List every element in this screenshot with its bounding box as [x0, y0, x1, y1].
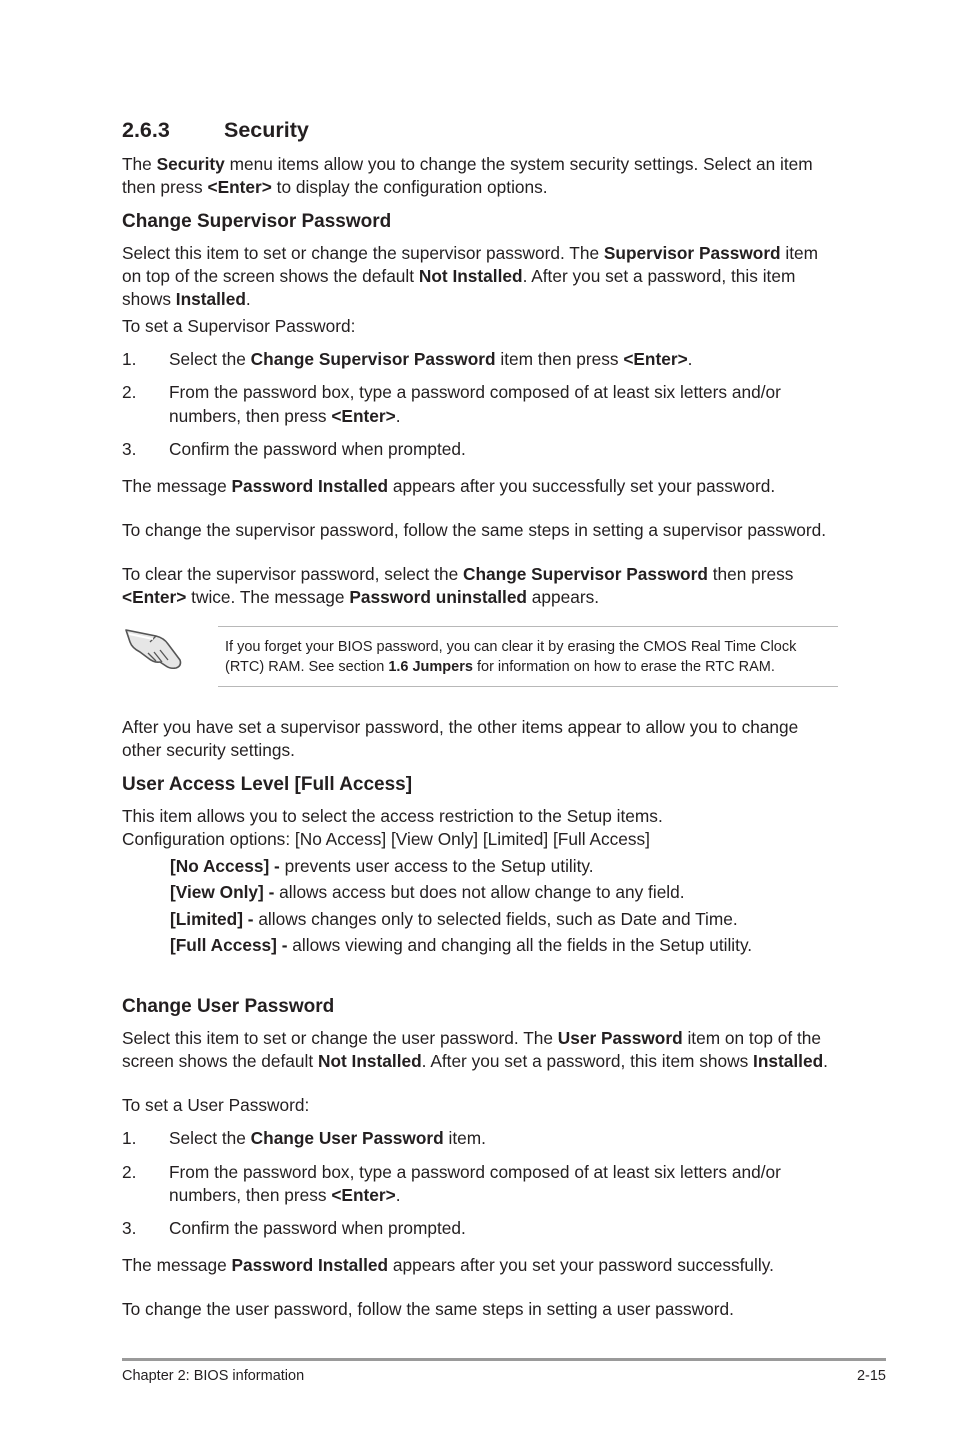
section-number: 2.6.3 — [122, 118, 170, 142]
pointing-hand-icon — [120, 622, 186, 672]
access-option-full-access: [Full Access] - allows viewing and changing all the fields in the Setup utility. — [170, 935, 753, 955]
intro-line-2: then press <Enter> to display the configuration options. — [122, 177, 548, 197]
supervisor-change: To change the supervisor password, follow the same steps in setting a supervisor password. — [122, 520, 827, 540]
user-message: The message Password Installed appears after you set your password successfully. — [122, 1255, 774, 1275]
supervisor-step-2-line-2: numbers, then press <Enter>. — [169, 406, 401, 426]
user-step-2-line-1: From the password box, type a password composed of at least six letters and/or — [169, 1162, 781, 1182]
after-line-2: other security settings. — [122, 740, 295, 760]
access-heading: User Access Level [Full Access] — [122, 774, 413, 795]
user-step-2-number: 2. — [122, 1162, 137, 1182]
supervisor-step-2-number: 2. — [122, 382, 137, 402]
user-desc-line-2: screen shows the default Not Installed. After you set a password, this item shows Installed. — [122, 1051, 828, 1071]
after-line-1: After you have set a supervisor password, the other items appear to allow you to change — [122, 717, 799, 737]
footer-rule — [122, 1358, 886, 1361]
supervisor-message: The message Password Installed appears after you successfully set your password. — [122, 476, 776, 496]
user-step-1: Select the Change User Password item. — [169, 1128, 486, 1148]
supervisor-desc-line-1: Select this item to set or change the supervisor password. The Supervisor Password item — [122, 243, 819, 263]
supervisor-to-set: To set a Supervisor Password: — [122, 316, 356, 336]
user-step-2-line-2: numbers, then press <Enter>. — [169, 1185, 401, 1205]
user-desc-line-1: Select this item to set or change the user password. The User Password item on top of the — [122, 1028, 821, 1048]
footer-chapter: Chapter 2: BIOS information — [122, 1368, 305, 1384]
access-desc-line-1: This item allows you to select the access restriction to the Setup items. — [122, 806, 663, 826]
supervisor-step-2-line-1: From the password box, type a password composed of at least six letters and/or — [169, 382, 781, 402]
footer-page-number: 2-15 — [856, 1368, 886, 1384]
user-step-1-number: 1. — [122, 1128, 137, 1148]
note-line-1: If you forget your BIOS password, you can clear it by erasing the CMOS Real Time Clock — [225, 639, 797, 655]
supervisor-step-1: Select the Change Supervisor Password item then press <Enter>. — [169, 349, 693, 369]
supervisor-step-3: Confirm the password when prompted. — [169, 439, 466, 459]
supervisor-step-3-number: 3. — [122, 439, 137, 459]
supervisor-step-1-number: 1. — [122, 349, 137, 369]
supervisor-desc-line-2: on top of the screen shows the default Not Installed. After you set a password, this item — [122, 266, 796, 286]
user-to-set: To set a User Password: — [122, 1095, 310, 1115]
intro-line-1: The Security menu items allow you to change the system security settings. Select an item — [122, 154, 813, 174]
section-title: Security — [224, 118, 309, 142]
user-change: To change the user password, follow the same steps in setting a user password. — [122, 1299, 734, 1319]
supervisor-clear-line-1: To clear the supervisor password, select the Change Supervisor Password then press — [122, 564, 794, 584]
supervisor-heading: Change Supervisor Password — [122, 211, 392, 232]
user-step-3: Confirm the password when prompted. — [169, 1218, 466, 1238]
supervisor-clear-line-2: <Enter> twice. The message Password uninstalled appears. — [122, 587, 600, 607]
access-option-no-access: [No Access] - prevents user access to the Setup utility. — [170, 856, 594, 876]
note-top-rule — [218, 626, 838, 627]
access-desc-line-2: Configuration options: [No Access] [View Only] [Limited] [Full Access] — [122, 829, 650, 849]
user-heading: Change User Password — [122, 996, 335, 1017]
note-bottom-rule — [218, 686, 838, 687]
supervisor-desc-line-3: shows Installed. — [122, 289, 251, 309]
user-step-3-number: 3. — [122, 1218, 137, 1238]
note-line-2: (RTC) RAM. See section 1.6 Jumpers for information on how to erase the RTC RAM. — [225, 659, 775, 675]
access-option-view-only: [View Only] - allows access but does not allow change to any field. — [170, 882, 685, 902]
access-option-limited: [Limited] - allows changes only to selected fields, such as Date and Time. — [170, 909, 738, 929]
